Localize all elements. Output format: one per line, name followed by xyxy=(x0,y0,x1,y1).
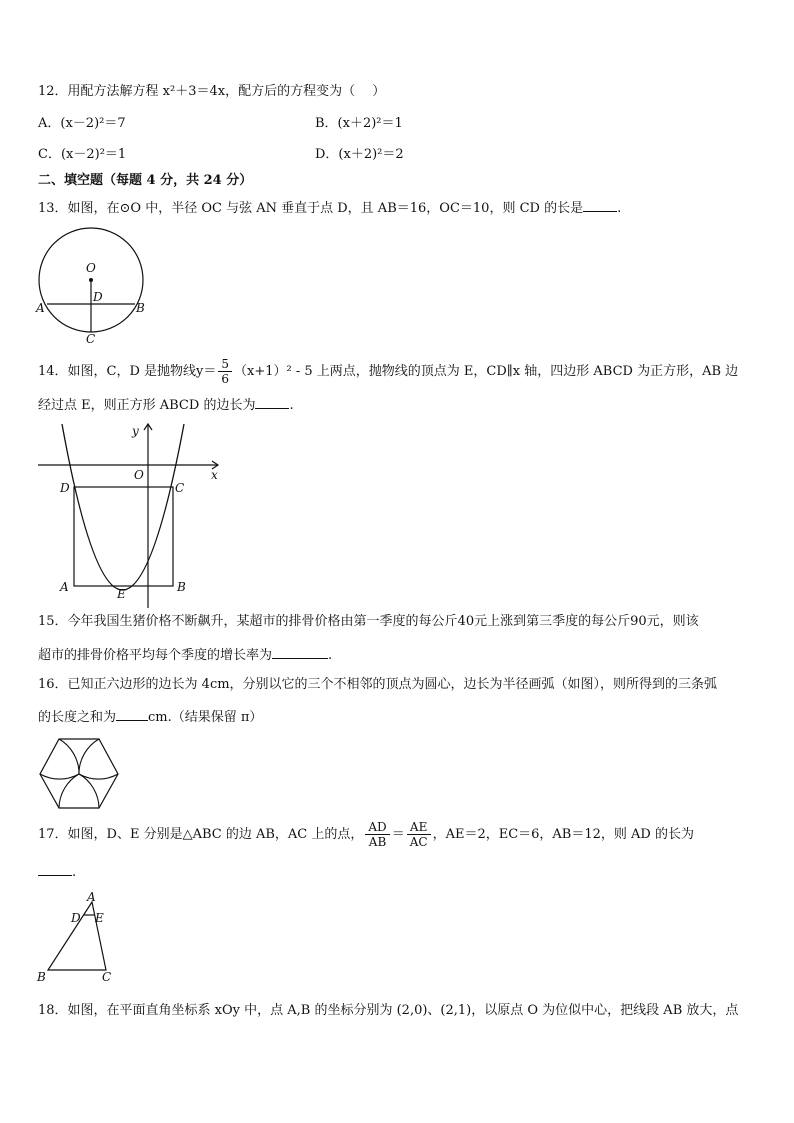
parabola xyxy=(62,424,184,590)
q16-stem-end: cm.（结果保留 π） xyxy=(148,710,263,725)
label-d: D xyxy=(93,290,103,304)
answer-blank xyxy=(38,862,72,876)
q16-hexagon-figure xyxy=(36,736,122,812)
q16-line1: 16．已知正六边形的边长为 4cm，分别以它的三个不相邻的顶点为圆心，边长为半径画弧（如图），则所得到的三条弧 xyxy=(38,677,718,692)
label-b: B xyxy=(177,580,186,594)
q15-line2 xyxy=(38,645,332,665)
answer-blank xyxy=(272,645,328,659)
q18-line1: 18．如图，在平面直角坐标系 xOy 中，点 A,B 的坐标分别为 (2,0)、(2,1)，以原点 O 为位似中心，把线段 AB 放大，点 xyxy=(38,1003,739,1018)
q12-option-b: B．(x＋2)²＝1 xyxy=(315,116,403,131)
section-heading: 二、填空题（每题 4 分，共 24 分） xyxy=(38,173,253,188)
q17-stem-b: ，AE＝2，EC＝6，AB＝12，则 AD 的长为 xyxy=(432,827,694,842)
q13-circle-figure xyxy=(32,222,150,346)
label-a: A xyxy=(87,890,96,904)
label-e: E xyxy=(117,587,126,601)
label-c: C xyxy=(175,481,185,495)
q14-parabola-figure xyxy=(34,420,224,610)
q15-stem: 超市的排骨价格平均每个季度的增长率为 xyxy=(38,648,273,663)
q13-text xyxy=(38,198,621,218)
answer-blank xyxy=(255,395,289,409)
label-b: B xyxy=(136,301,145,315)
q17-triangle-figure xyxy=(34,890,120,986)
label-y: y xyxy=(132,424,139,438)
frac-num: AE xyxy=(407,820,431,835)
q14-line2 xyxy=(38,395,294,415)
q14-line1 xyxy=(38,357,738,386)
equals-sign: ＝ xyxy=(391,827,405,842)
label-c: C xyxy=(86,332,96,346)
q14-stem-a: 14．如图，C，D 是抛物线y＝ xyxy=(38,364,217,379)
label-c: C xyxy=(102,970,112,984)
frac-den: 6 xyxy=(221,372,230,386)
frac-num: 5 xyxy=(218,357,232,372)
q14-stem-b: （x+1）² - 5 上两点，抛物线的顶点为 E，CD∥x 轴，四边形 ABCD 为正方形，AB 边 xyxy=(234,364,739,379)
square-abcd xyxy=(74,487,173,586)
q17-line2 xyxy=(38,862,76,882)
label-d: D xyxy=(60,481,70,495)
q16-line2 xyxy=(38,707,262,727)
arc-1 xyxy=(79,739,99,774)
label-o: O xyxy=(134,468,144,482)
label-e: E xyxy=(95,911,104,925)
q12-option-a: A．(x－2)²＝7 xyxy=(38,116,126,131)
q14-end: . xyxy=(289,398,294,413)
label-d: D xyxy=(71,911,81,925)
q14-stem-c: 经过点 E，则正方形 ABCD 的边长为 xyxy=(38,398,256,413)
frac-den: AC xyxy=(409,835,428,849)
q14-fraction xyxy=(218,357,232,386)
q15-line1: 15．今年我国生猪价格不断飙升，某超市的排骨价格由第一季度的每公斤40元上涨到第三季度的每公斤90元，则该 xyxy=(38,614,699,629)
frac-num: AD xyxy=(365,820,389,835)
q17-end: . xyxy=(72,865,77,880)
arc-4 xyxy=(59,739,79,774)
q17-stem-a: 17．如图，D、E 分别是△ABC 的边 AB，AC 上的点， xyxy=(38,827,364,842)
q17-fraction-2 xyxy=(407,820,431,849)
label-a: A xyxy=(60,580,69,594)
q17-fraction-1 xyxy=(365,820,389,849)
q16-stem: 的长度之和为 xyxy=(38,710,117,725)
q12-option-c: C．(x－2)²＝1 xyxy=(38,147,127,162)
label-a: A xyxy=(36,301,45,315)
label-x: x xyxy=(211,468,218,482)
q12-option-d: D．(x＋2)²＝2 xyxy=(315,147,404,162)
center-point xyxy=(89,278,93,282)
q13-stem: 13．如图，在⊙O 中，半径 OC 与弦 AN 垂直于点 D，且 AB＝16，OC＝10，则 CD 的长是 xyxy=(38,201,584,216)
q15-end: . xyxy=(328,648,333,663)
q12-stem: 12．用配方法解方程 x²＋3＝4x，配方后的方程变为（ ） xyxy=(38,84,386,99)
label-o: O xyxy=(86,261,96,275)
frac-den: AB xyxy=(368,835,387,849)
q17-line1 xyxy=(38,818,694,852)
answer-blank xyxy=(116,707,148,721)
answer-blank xyxy=(583,198,617,212)
label-b: B xyxy=(37,970,46,984)
q13-end: . xyxy=(617,201,622,216)
